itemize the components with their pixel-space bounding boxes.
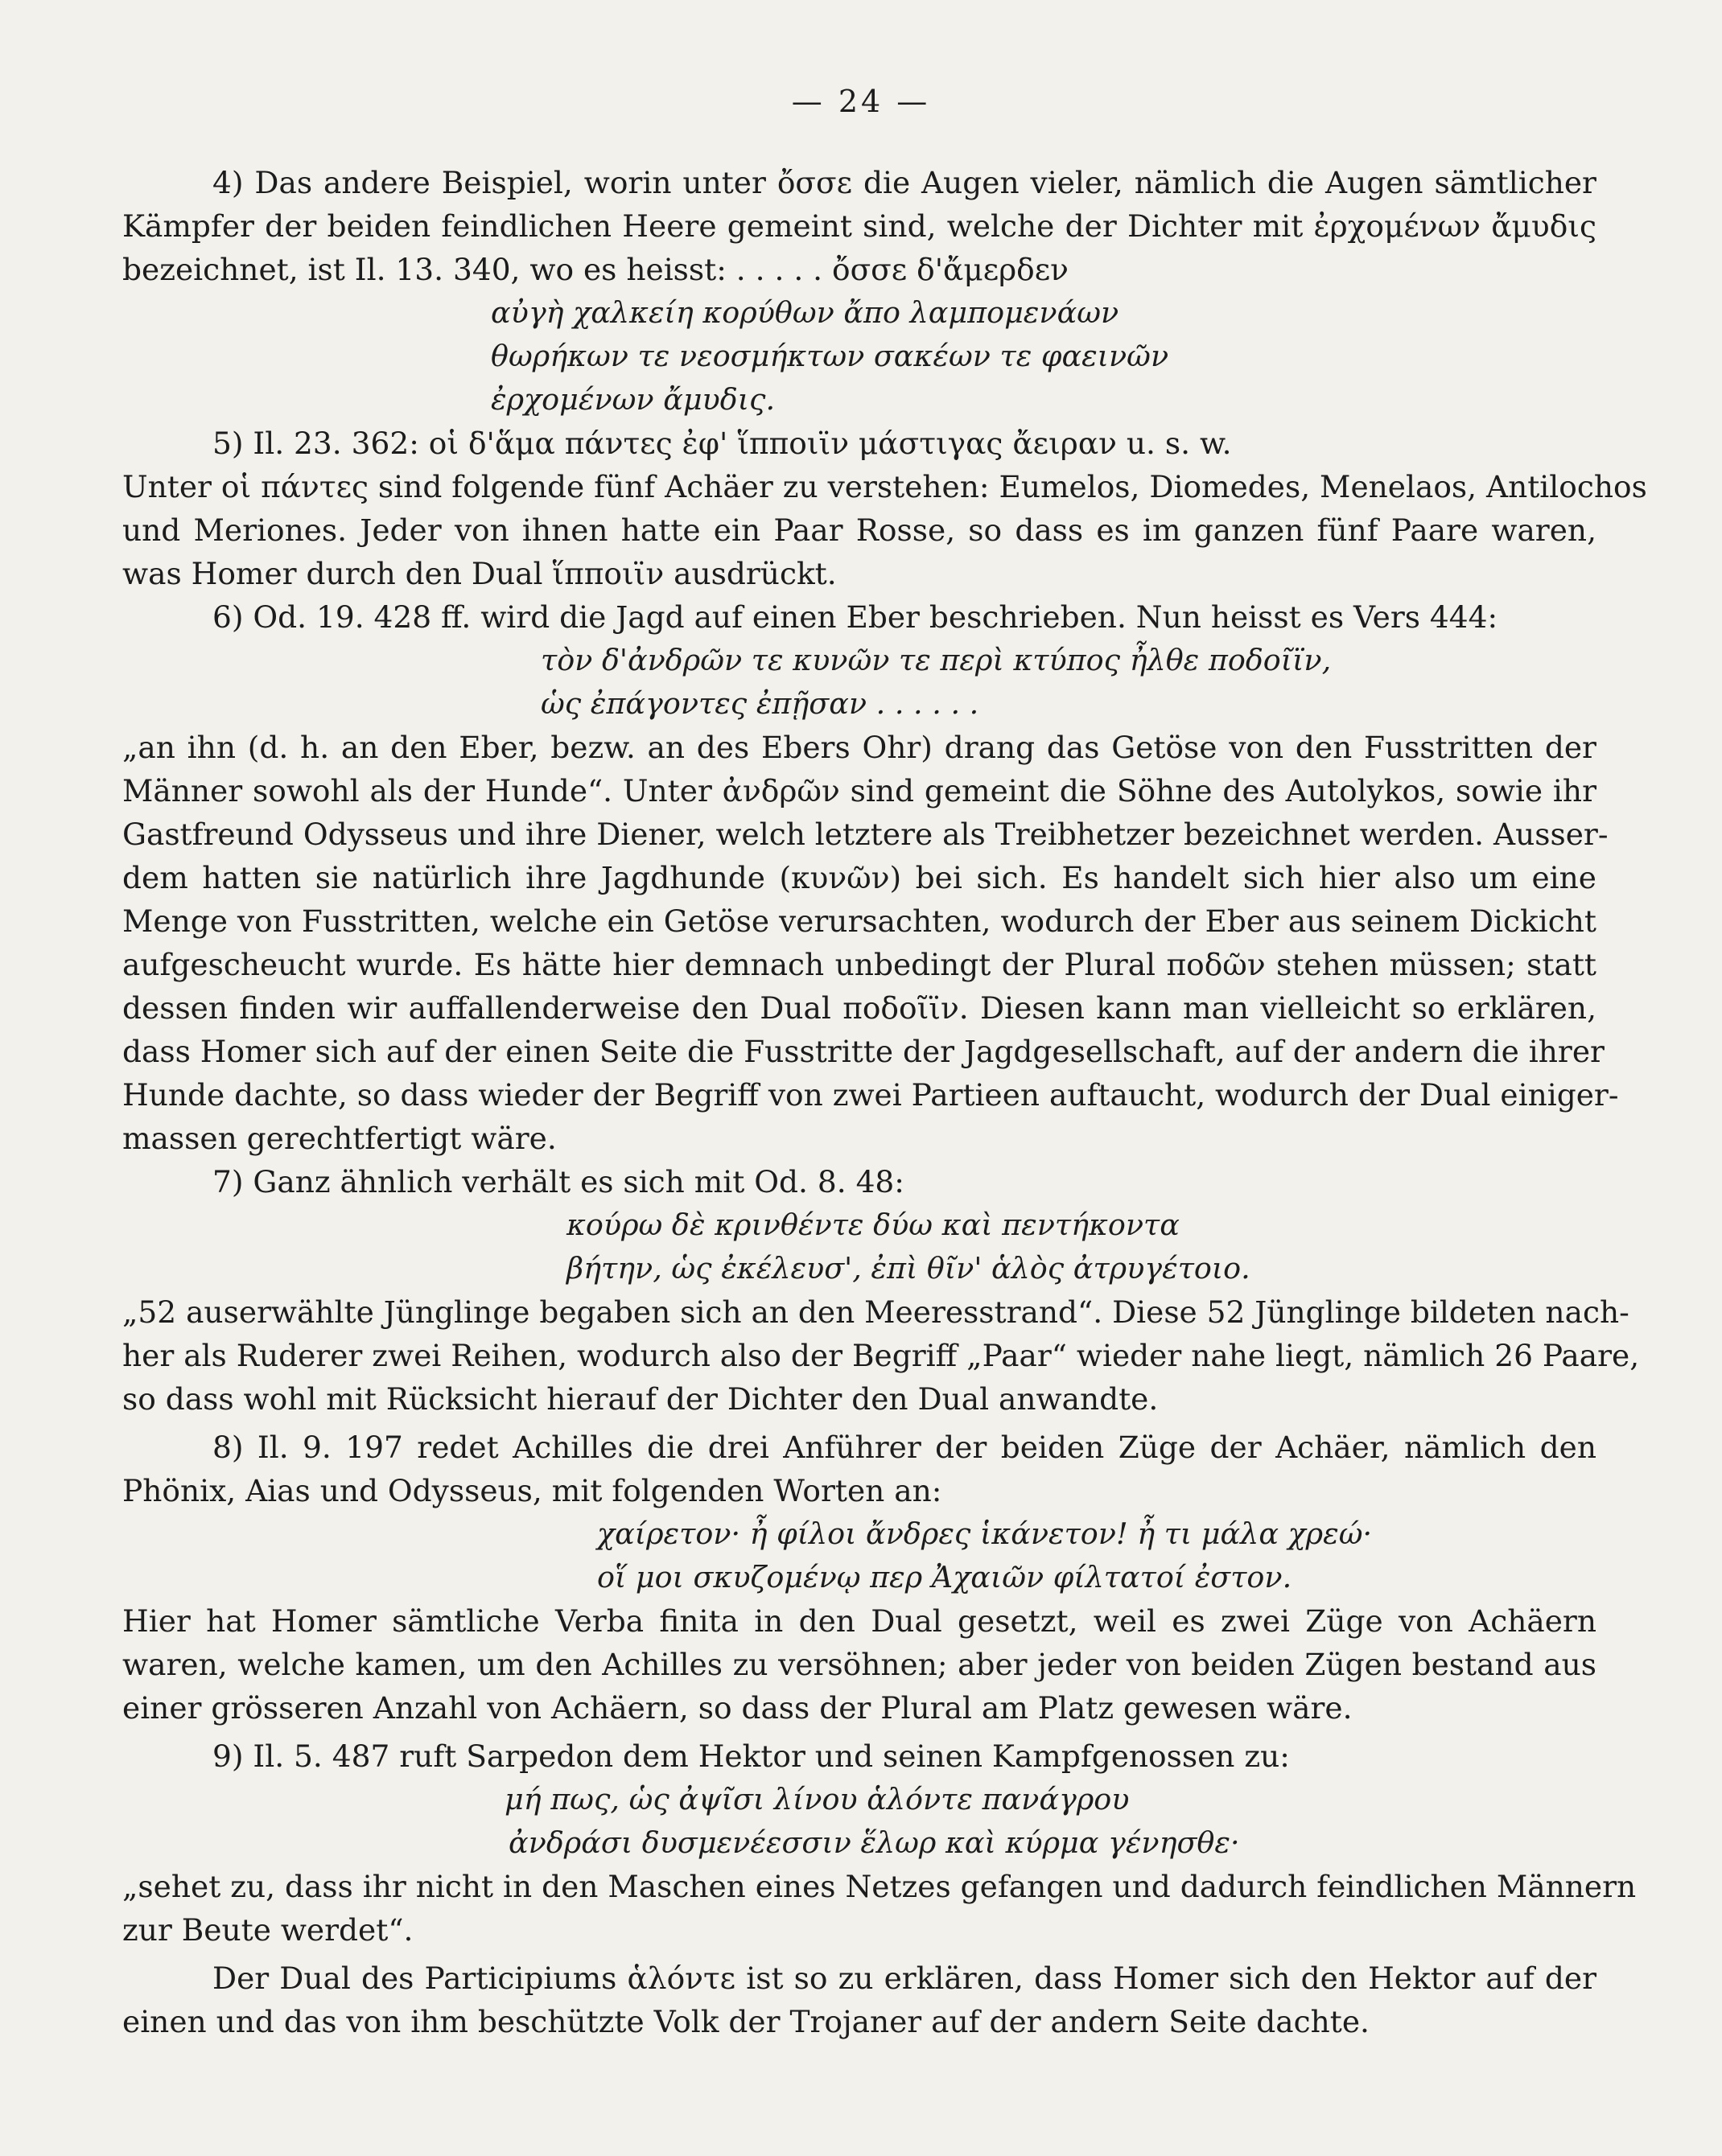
text-line: „sehet zu, dass ihr nicht in den Maschen eines Netzes gefangen und dadurch feindlichen Männern [122, 1869, 1637, 1904]
text-line: einer grösseren Anzahl von Achäern, so dass der Plural am Platz gewesen wäre. [122, 1690, 1353, 1726]
text-line: was Homer durch den Dual ἵπποιϊν ausdrückt. [122, 556, 837, 591]
verse-line: βήτην, ὡς ἐκέλευσ', ἐπὶ θῖν' ἁλὸς ἀτρυγέτοιο. [566, 1251, 1250, 1286]
verse-line: θωρήκων τε νεοσμήκτων σακέων τε φαεινῶν [491, 339, 1169, 373]
verse-line: κούρω δὲ κρινθέντε δύω καὶ πεντήκοντα [566, 1208, 1180, 1242]
page-number: — 24 — [791, 84, 931, 119]
text-line: dessen finden wir auffallenderweise den Dual ποδοῖϊν. Diesen kann man vielleicht so erklären, [122, 990, 1596, 1026]
text-line: Kämpfer der beiden feindlichen Heere gemeint sind, welche der Dichter mit ἐρχομένων ἄμυδις [122, 208, 1596, 244]
text-line: 4) Das andere Beispiel, worin unter ὄσσε die Augen vieler, nämlich die Augen sämtlicher [212, 165, 1596, 200]
verse-line: ὡς ἐπάγοντες ἐπῇσαν . . . . . . [541, 686, 979, 721]
text-line: Gastfreund Odysseus und ihre Diener, welch letztere als Treibhetzer bezeichnet werden. Ausser- [122, 817, 1609, 852]
verse-line: ἐρχομένων ἄμυδις. [491, 382, 776, 417]
verse-line: οἵ μοι σκυζομένῳ περ Ἀχαιῶν φίλτατοί ἐστον. [597, 1560, 1292, 1594]
verse-line: χαίρετον· ἦ φίλοι ἄνδρες ἱκάνετον! ἦ τι μάλα χρεώ· [597, 1516, 1373, 1551]
text-line: Hier hat Homer sämtliche Verba finita in den Dual gesetzt, weil es zwei Züge von Achäern [122, 1603, 1596, 1639]
main-text [122, 161, 1647, 2043]
text-line: waren, welche kamen, um den Achilles zu versöhnen; aber jeder von beiden Zügen bestand aus [122, 1647, 1596, 1682]
verse-line: ἀνδράσι δυσμενέεσσιν ἕλωρ καὶ κύρμα γένησθε· [509, 1825, 1240, 1860]
text-line: aufgescheucht wurde. Es hätte hier demnach unbedingt der Plural ποδῶν stehen müssen; statt [122, 947, 1596, 982]
text-line: Unter οἱ πάντες sind folgende fünf Achäer zu verstehen: Eumelos, Diomedes, Menelaos, Antilochos [122, 469, 1647, 504]
text-line: Der Dual des Participiums ἁλόντε ist so zu erklären, dass Homer sich den Hektor auf der [212, 1961, 1596, 1996]
text-line: 8) Il. 9. 197 redet Achilles die drei Anführer der beiden Züge der Achäer, nämlich den [212, 1430, 1596, 1465]
text-line: massen gerechtfertigt wäre. [122, 1121, 557, 1156]
text-line: dass Homer sich auf der einen Seite die Fusstritte der Jagdgesellschaft, auf der andern die ihrer [122, 1034, 1605, 1069]
text-line: „an ihn (d. h. an den Eber, bezw. an des Ebers Ohr) drang das Getöse von den Fusstritten der [122, 730, 1596, 765]
text-line: dem hatten sie natürlich ihre Jagdhunde (κυνῶν) bei sich. Es handelt sich hier also um eine [122, 860, 1596, 895]
verse-line: τὸν δ'ἀνδρῶν τε κυνῶν τε περὶ κτύπος ἦλθε ποδοῖϊν, [541, 643, 1332, 677]
verse-line: μή πως, ὡς ἀψῖσι λίνου ἁλόντε πανάγρου [505, 1782, 1130, 1817]
text-line: und Meriones. Jeder von ihnen hatte ein Paar Rosse, so dass es im ganzen fünf Paare waren, [122, 512, 1596, 548]
text-line: Menge von Fusstritten, welche ein Getöse verursachten, wodurch der Eber aus seinem Dickicht [122, 903, 1596, 939]
text-line: 5) Il. 23. 362: οἱ δ'ἅμα πάντες ἐφ' ἵπποιϊν μάστιγας ἄειραν u. s. w. [212, 426, 1232, 461]
text-line: Männer sowohl als der Hunde“. Unter ἀνδρῶν sind gemeint die Söhne des Autolykos, sowie ihr [122, 773, 1596, 808]
text-line: 6) Od. 19. 428 ff. wird die Jagd auf einen Eber beschrieben. Nun heisst es Vers 444: [212, 599, 1498, 635]
text-line: 9) Il. 5. 487 ruft Sarpedon dem Hektor und seinen Kampfgenossen zu: [212, 1738, 1290, 1774]
text-line: einen und das von ihm beschützte Volk der Trojaner auf der andern Seite dachte. [122, 2004, 1370, 2039]
text-line: 7) Ganz ähnlich verhält es sich mit Od. 8. 48: [212, 1164, 904, 1199]
text-line: Hunde dachte, so dass wieder der Begriff von zwei Partieen auftaucht, wodurch der Dual einiger- [122, 1077, 1619, 1113]
text-line: Phönix, Aias und Odysseus, mit folgenden Worten an: [122, 1473, 942, 1508]
text-line: „52 auserwählte Jünglinge begaben sich an den Meeresstrand“. Diese 52 Jünglinge bildeten nach- [122, 1294, 1629, 1330]
text-line: bezeichnet, ist Il. 13. 340, wo es heisst: . . . . . ὄσσε δ'ἄμερδεν [122, 252, 1069, 287]
text-line: zur Beute werdet“. [122, 1912, 414, 1948]
verse-line: αὐγὴ χαλκείη κορύθων ἄπο λαμπομενάων [491, 295, 1119, 330]
text-line: so dass wohl mit Rücksicht hierauf der Dichter den Dual anwandte. [122, 1381, 1159, 1417]
text-line: her als Ruderer zwei Reihen, wodurch also der Begriff „Paar“ wieder nahe liegt, nämlich 26 Paare, [122, 1338, 1640, 1373]
